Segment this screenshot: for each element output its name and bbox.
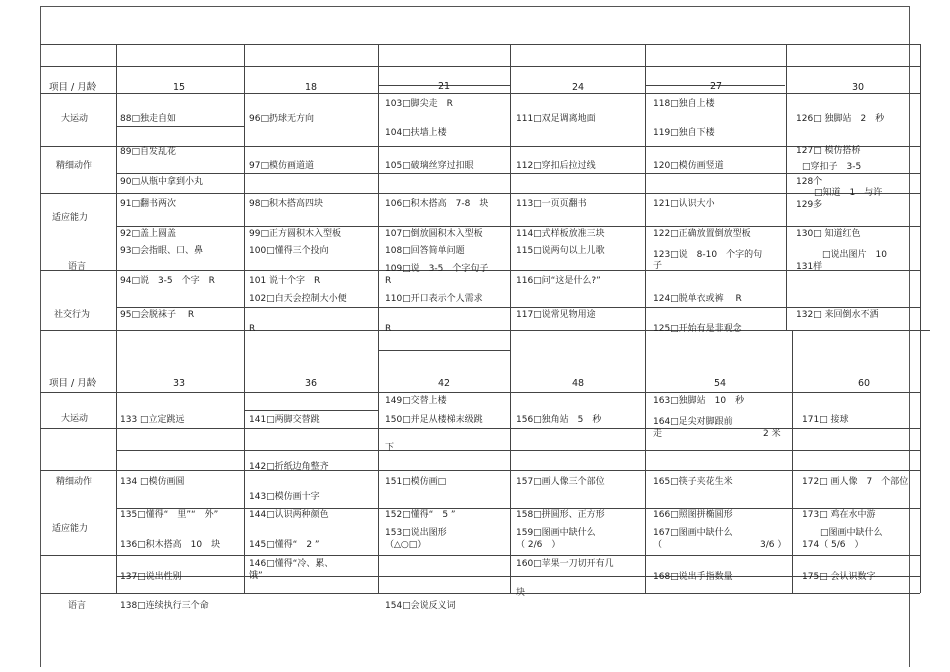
age-header: 60 bbox=[858, 378, 871, 389]
column-rule bbox=[920, 44, 921, 593]
row-label-language: 语言 bbox=[68, 262, 87, 272]
age-header: 15 bbox=[173, 82, 186, 93]
item-112: 112□穿扣后拉过线 bbox=[516, 161, 596, 171]
item-111: 111□双足调离地面 bbox=[516, 114, 596, 124]
row-label-language: 语言 bbox=[68, 601, 87, 611]
row-label-gross-motor: 大运动 bbox=[61, 114, 89, 124]
item-167b: （ bbox=[653, 540, 663, 550]
age-header: 36 bbox=[305, 378, 318, 389]
table-rule bbox=[244, 410, 378, 411]
item-138: 138□连续执行三个命 bbox=[120, 601, 209, 611]
item-129a: □知道 1 与许 bbox=[814, 188, 883, 198]
row-label-adaptive: 适应能力 bbox=[52, 524, 89, 534]
header-label: 项目 / 月龄 bbox=[49, 378, 97, 389]
item-150b: 下 bbox=[385, 443, 395, 453]
item-164b: 走 bbox=[653, 429, 663, 439]
item-113: 113□一页页翻书 bbox=[516, 199, 587, 209]
table-rule bbox=[116, 508, 920, 509]
item-141: 141□两脚交替跳 bbox=[249, 415, 320, 425]
item-95: 95□会脱袜子 R bbox=[120, 310, 195, 320]
item-89: 89□自发乱花 bbox=[120, 147, 176, 157]
item-135: 135□懂得“ 里”“ 外” bbox=[120, 510, 219, 520]
item-120: 120□模仿画竖道 bbox=[653, 161, 724, 171]
age-header: 27 bbox=[710, 81, 723, 92]
item-114: 114□式样板放准三块 bbox=[516, 229, 605, 239]
item-131b: 131样 bbox=[796, 262, 823, 272]
item-121: 121□认识大小 bbox=[653, 199, 715, 209]
item-149: 149□交替上楼 bbox=[385, 396, 447, 406]
item-157: 157□画人像三个部位 bbox=[516, 477, 605, 487]
table-rule bbox=[116, 126, 244, 127]
table-rule bbox=[40, 193, 920, 194]
item-110-r: R bbox=[385, 324, 392, 334]
item-167: 167□图画中缺什么 bbox=[653, 528, 733, 538]
table-rule bbox=[116, 226, 920, 227]
age-header: 33 bbox=[173, 378, 186, 389]
item-137: 137□说出性别 bbox=[120, 572, 182, 582]
item-160b: 块 bbox=[516, 588, 526, 598]
item-136: 136□积木搭高 10 块 bbox=[120, 540, 221, 550]
row-label-social: 社交行为 bbox=[54, 310, 91, 320]
item-175: 175□ 会认识数字 bbox=[802, 572, 876, 582]
table-rule bbox=[40, 93, 920, 94]
table-rule bbox=[116, 173, 920, 174]
item-127b: □穿扣子 3-5 bbox=[802, 162, 862, 172]
item-107: 107□倒放圆积木入型板 bbox=[385, 229, 483, 239]
table-rule bbox=[40, 66, 920, 67]
item-101: 101 说十个字 R bbox=[249, 276, 321, 286]
item-116: 116□问“这是什么?” bbox=[516, 276, 601, 286]
item-153b: （△○□） bbox=[385, 540, 427, 550]
item-97: 97□模仿画道道 bbox=[249, 161, 314, 171]
item-98: 98□积木搭高四块 bbox=[249, 199, 323, 209]
item-109: 109□说 3-5 个字句子 bbox=[385, 264, 489, 274]
item-93: 93□会指眼、口、鼻 bbox=[120, 246, 203, 256]
row-label-adaptive: 适应能力 bbox=[52, 213, 89, 223]
item-134: 134 □模仿画圆 bbox=[120, 477, 185, 487]
item-119: 119□独自下楼 bbox=[653, 128, 715, 138]
item-152: 152□懂得“ 5 ” bbox=[385, 510, 456, 520]
table-rule bbox=[116, 450, 920, 451]
column-rule bbox=[116, 44, 117, 593]
item-144: 144□认识两种颜色 bbox=[249, 510, 329, 520]
item-106: 106□积木搭高 7-8 块 bbox=[385, 199, 489, 209]
item-125: 125□开始有是非观念 bbox=[653, 324, 742, 334]
row-label-fine-motor: 精细动作 bbox=[56, 161, 93, 171]
item-131a: □说出图片 10 bbox=[822, 250, 887, 260]
table-rule bbox=[378, 350, 510, 351]
item-88: 88□独走自如 bbox=[120, 114, 176, 124]
item-156: 156□独角站 5 秒 bbox=[516, 415, 602, 425]
item-143: 143□模仿画十字 bbox=[249, 492, 320, 502]
item-145: 145□懂得“ 2 ” bbox=[249, 540, 320, 550]
table-rule bbox=[40, 593, 920, 594]
column-rule bbox=[792, 330, 793, 593]
column-rule bbox=[244, 44, 245, 593]
item-151: 151□模仿画□ bbox=[385, 477, 447, 487]
item-154: 154□会说反义词 bbox=[385, 601, 456, 611]
item-130: 130□ 知道红色 bbox=[796, 229, 861, 239]
row-label-fine-motor: 精细动作 bbox=[56, 477, 93, 487]
item-96: 96□扔球无方向 bbox=[249, 114, 314, 124]
item-91: 91□翻书两次 bbox=[120, 199, 176, 209]
item-108: 108□回答简单问题 bbox=[385, 246, 465, 256]
item-92: 92□盖上圆盖 bbox=[120, 229, 176, 239]
table-rule bbox=[116, 576, 920, 577]
table-rule bbox=[40, 555, 920, 556]
row-label-gross-motor: 大运动 bbox=[61, 414, 89, 424]
age-header: 21 bbox=[438, 81, 451, 92]
item-172: 172□ 画人像 7 个部位 bbox=[802, 477, 909, 487]
age-header: 48 bbox=[572, 378, 585, 389]
table-rule bbox=[40, 44, 920, 45]
item-103: 103□脚尖走 R bbox=[385, 99, 453, 109]
item-146b: 饿” bbox=[249, 571, 263, 581]
item-102: 102□白天会控制大小便 bbox=[249, 294, 347, 304]
item-122: 122□正确放置倒放型板 bbox=[653, 229, 751, 239]
item-109-r: R bbox=[385, 276, 392, 286]
item-115: 115□说两句以上儿歌 bbox=[516, 246, 605, 256]
item-164c: 2 米 bbox=[763, 429, 781, 439]
page-frame bbox=[40, 6, 910, 667]
item-163: 163□独脚站 10 秒 bbox=[653, 396, 745, 406]
item-99: 99□正方圆积木入型板 bbox=[249, 229, 341, 239]
item-102-r: R bbox=[249, 324, 256, 334]
item-127: 127□ 模仿搭桥 bbox=[796, 146, 861, 156]
table-rule bbox=[116, 307, 920, 308]
item-160: 160□苹果一刀切开有几 bbox=[516, 559, 614, 569]
item-100: 100□懂得三个投向 bbox=[249, 246, 329, 256]
item-174b: 174（ 5/6 ） bbox=[802, 540, 864, 550]
item-167c: 3/6 ） bbox=[760, 540, 787, 550]
column-rule bbox=[378, 44, 379, 593]
age-header: 54 bbox=[714, 378, 727, 389]
item-126: 126□ 独脚站 2 秒 bbox=[796, 114, 885, 124]
age-header: 30 bbox=[852, 82, 865, 93]
table-rule bbox=[40, 330, 930, 331]
item-171: 171□ 接球 bbox=[802, 415, 849, 425]
item-118: 118□独自上楼 bbox=[653, 99, 715, 109]
item-94: 94□说 3-5 个字 R bbox=[120, 276, 215, 286]
age-header: 42 bbox=[438, 378, 451, 389]
column-rule bbox=[645, 44, 646, 593]
item-104: 104□扶墙上楼 bbox=[385, 128, 447, 138]
item-150: 150□并足从楼梯末级跳 bbox=[385, 415, 483, 425]
item-164: 164□足尖对脚跟前 bbox=[653, 417, 733, 427]
item-123b: 子 bbox=[653, 261, 663, 271]
table-rule bbox=[40, 392, 920, 393]
item-158: 158□拼圆形、正方形 bbox=[516, 510, 605, 520]
item-105: 105□破璃丝穿过扣眼 bbox=[385, 161, 474, 171]
item-129b: 129多 bbox=[796, 200, 823, 210]
item-159: 159□图画中缺什么 bbox=[516, 528, 596, 538]
item-142: 142□折纸边角整齐 bbox=[249, 462, 329, 472]
column-rule bbox=[510, 44, 511, 593]
item-168: 168□说出手指数量 bbox=[653, 572, 733, 582]
item-90: 90□从瓶中拿到小丸 bbox=[120, 177, 203, 187]
item-110: 110□开口表示个人需求 bbox=[385, 294, 483, 304]
table-rule bbox=[40, 428, 920, 429]
item-117: 117□说常见物用途 bbox=[516, 310, 596, 320]
item-124: 124□脱单衣或裤 R bbox=[653, 294, 742, 304]
column-rule bbox=[786, 44, 787, 330]
item-133: 133 □立定跳远 bbox=[120, 415, 185, 425]
item-153: 153□说出图形 bbox=[385, 528, 447, 538]
item-123: 123□说 8-10 个字的句 bbox=[653, 250, 763, 260]
item-166: 166□照图拼椭圆形 bbox=[653, 510, 733, 520]
item-174a: □图画中缺什么 bbox=[820, 528, 883, 538]
item-159b: （ 2/6 ） bbox=[516, 540, 561, 550]
table-rule bbox=[40, 470, 920, 471]
item-128: 128个 bbox=[796, 177, 823, 187]
item-173: 173□ 鸡在水中游 bbox=[802, 510, 876, 520]
item-132: 132□ 来回倒水不洒 bbox=[796, 310, 879, 320]
header-label: 项目 / 月龄 bbox=[49, 82, 97, 93]
age-header: 24 bbox=[572, 82, 585, 93]
age-header: 18 bbox=[305, 82, 318, 93]
item-165: 165□筷子夹花生米 bbox=[653, 477, 733, 487]
item-146: 146□懂得“冷、累、 bbox=[249, 559, 334, 569]
